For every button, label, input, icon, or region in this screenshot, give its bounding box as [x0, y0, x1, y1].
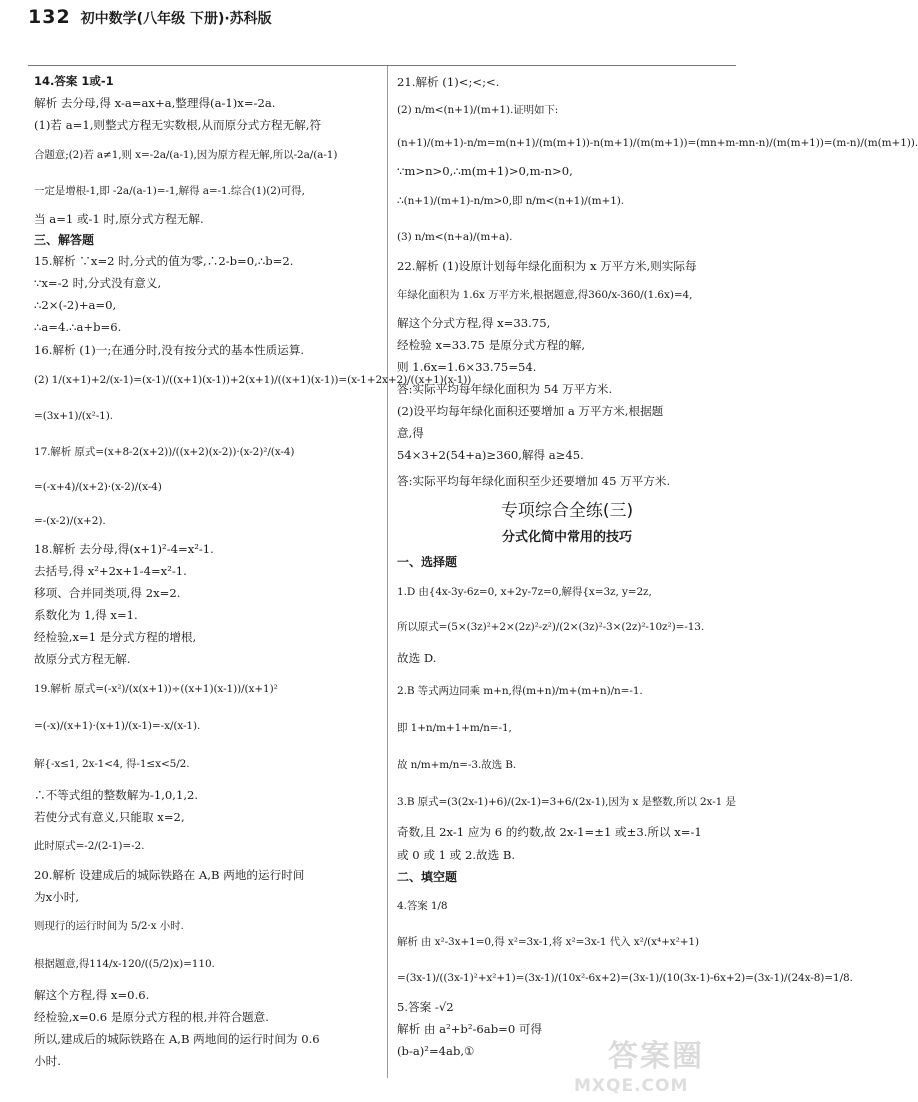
left-line: 16.解析 (1)一;在通分时,没有按分式的基本性质运算. — [34, 343, 305, 357]
left-line: 合题意;(2)若 a≠1,则 x=-2a/(a-1),因为原方程无解,所以-2a/(a-1) — [34, 149, 338, 161]
left-line: =-(x-2)/(x+2). — [34, 515, 106, 527]
right-line: (n+1)/(m+1)-n/m=m(n+1)/(m(m+1))-n(m+1)/(m(m+1))=(mn+m-mn-n)/(m(m+1))=(m-n)/(m(m+1)). — [397, 137, 918, 149]
left-line: 为x小时, — [34, 890, 80, 904]
left-line: 经检验,x=0.6 是原分式方程的根,并符合题意. — [34, 1010, 269, 1024]
right-line: 答:实际平均每年绿化面积为 54 万平方米. — [397, 382, 613, 396]
left-line: 故原分式方程无解. — [34, 652, 131, 666]
right-line: (b-a)²=4ab,① — [397, 1044, 475, 1058]
right-line: =(3x-1)/((3x-1)²+x²+1)=(3x-1)/(10x²-6x+2)=(3x-1)/(10(3x-1)-6x+2)=(3x-1)/(24x-8)=1/8. — [397, 972, 853, 984]
right-line: 即 1+n/m+1+m/n=-1, — [397, 722, 512, 734]
left-line: 则现行的运行时间为 5/2·x 小时. — [34, 920, 184, 932]
header-rule — [28, 65, 736, 66]
watermark-logo — [568, 1039, 738, 1096]
left-line: 所以,建成后的城际铁路在 A,B 两地间的运行时间为 0.6 — [34, 1032, 320, 1046]
left-line: ∴不等式组的整数解为-1,0,1,2. — [34, 788, 199, 802]
column-separator — [387, 66, 388, 1078]
right-line: (2)设平均每年绿化面积还要增加 a 万平方米,根据题 — [397, 404, 664, 418]
watermark-url: MXQE.COM — [574, 1076, 689, 1096]
right-line: 答:实际平均每年绿化面积至少还要增加 45 万平方米. — [397, 474, 671, 488]
right-line: 专项综合全练(三) — [500, 501, 634, 521]
watermark-text: 答案圈 — [608, 1039, 704, 1074]
right-line: 意,得 — [397, 426, 424, 440]
right-column — [397, 70, 918, 1062]
right-line: 奇数,且 2x-1 应为 6 的约数,故 2x-1=±1 或±3.所以 x=-1 — [397, 825, 702, 839]
left-line: =(-x+4)/(x+2)·(x-2)/(x-4) — [34, 481, 162, 493]
left-line: 小时. — [34, 1054, 61, 1068]
left-line: 解析 去分母,得 x-a=ax+a,整理得(a-1)x=-2a. — [34, 96, 276, 110]
right-line: 54×3+2(54+a)≥360,解得 a≥45. — [397, 448, 584, 462]
right-line: 5.答案 -√2 — [397, 1000, 454, 1014]
left-line: 19.解析 原式=(-x²)/(x(x+1))÷((x+1)(x-1))/(x+1)² — [34, 683, 278, 695]
right-line: (2) n/m<(n+1)/(m+1).证明如下: — [397, 104, 559, 116]
left-line: (1)若 a=1,则整式方程无实数根,从而原分式方程无解,符 — [34, 118, 322, 132]
right-line: 21.解析 (1)<;<;<. — [397, 75, 500, 89]
right-line: 22.解析 (1)设原计划每年绿化面积为 x 万平方米,则实际每 — [397, 259, 697, 273]
right-line: 一、选择题 — [397, 555, 458, 569]
right-line: 4.答案 1/8 — [397, 900, 448, 912]
left-line: 解{-x≤1, 2x-1<4, 得-1≤x<5/2. — [34, 758, 190, 770]
book-title: 初中数学(八年级 下册)·苏科版 — [80, 11, 272, 27]
right-line: 解析 由 a²+b²-6ab=0 可得 — [397, 1022, 543, 1036]
left-line: ∴a=4.∴a+b=6. — [34, 320, 122, 334]
right-line: 1.D 由{4x-3y-6z=0, x+2y-7z=0,解得{x=3z, y=2z, — [397, 586, 652, 598]
left-line: 系数化为 1,得 x=1. — [34, 608, 138, 622]
right-line: 则 1.6x=1.6×33.75=54. — [397, 360, 537, 374]
right-line: 3.B 原式=(3(2x-1)+6)/(2x-1)=3+6/(2x-1),因为 x 是整数,所以 2x-1 是 — [397, 796, 736, 808]
left-line: 去括号,得 x²+2x+1-4=x²-1. — [34, 564, 187, 578]
left-line: 14.答案 1或-1 — [34, 74, 114, 88]
right-line: 故选 D. — [397, 651, 437, 665]
left-line: 移项、合并同类项,得 2x=2. — [34, 586, 181, 600]
left-line: =(3x+1)/(x²-1). — [34, 410, 113, 422]
right-line: ∵m>n>0,∴m(m+1)>0,m-n>0, — [397, 164, 573, 178]
left-line: 此时原式=-2/(2-1)=-2. — [34, 840, 145, 852]
left-line: 18.解析 去分母,得(x+1)²-4=x²-1. — [34, 542, 214, 556]
left-line: 解这个方程,得 x=0.6. — [34, 988, 150, 1002]
right-line: ∴(n+1)/(m+1)-n/m>0,即 n/m<(n+1)/(m+1). — [397, 195, 625, 207]
right-line: 年绿化面积为 1.6x 万平方米,根据题意,得360/x-360/(1.6x)=4, — [397, 289, 693, 301]
right-line: 解析 由 x²-3x+1=0,得 x²=3x-1,将 x²=3x-1 代入 x²/(x⁴+x²+1) — [397, 936, 699, 948]
right-line: 解这个分式方程,得 x=33.75, — [397, 316, 551, 330]
left-line: 若使分式有意义,只能取 x=2, — [34, 810, 185, 824]
left-line: ∴2×(-2)+a=0, — [34, 298, 117, 312]
left-line: 17.解析 原式=(x+8-2(x+2))/((x+2)(x-2))·(x-2)²/(x-4) — [34, 446, 295, 458]
left-line: (2) 1/(x+1)+2/(x-1)=(x-1)/((x+1)(x-1))+2(x+1)/((x+1)(x-1))=(x-1+2x+2)/((x+1)(x-1)) — [34, 374, 472, 386]
page-number: 132 — [28, 6, 71, 28]
right-line: 经检验 x=33.75 是原分式方程的解, — [397, 338, 586, 352]
left-line: 三、解答题 — [34, 233, 95, 247]
left-line: 经检验,x=1 是分式方程的增根, — [34, 630, 197, 644]
right-line: 分式化简中常用的技巧 — [501, 530, 632, 545]
left-line: 根据题意,得114/x-120/((5/2)x)=110. — [34, 958, 215, 970]
right-line: 二、填空题 — [397, 870, 458, 884]
left-line: 20.解析 设建成后的城际铁路在 A,B 两地的运行时间 — [34, 868, 305, 882]
left-line: ∵x=-2 时,分式没有意义, — [34, 276, 162, 290]
right-line: 或 0 或 1 或 2.故选 B. — [397, 848, 516, 862]
page-header — [28, 8, 272, 27]
left-line: 当 a=1 或-1 时,原分式方程无解. — [34, 212, 204, 226]
left-line: 一定是增根-1,即 -2a/(a-1)=-1,解得 a=-1.综合(1)(2)可得, — [34, 185, 305, 197]
right-line: 故 n/m+m/n=-3.故选 B. — [397, 759, 517, 771]
left-line: =(-x)/(x+1)·(x+1)/(x-1)=-x/(x-1). — [34, 720, 201, 732]
right-line: (3) n/m<(n+a)/(m+a). — [397, 231, 513, 243]
right-line: 2.B 等式两边同乘 m+n,得(m+n)/m+(m+n)/n=-1. — [397, 685, 643, 697]
left-line: 15.解析 ∵x=2 时,分式的值为零,∴2-b=0,∴b=2. — [34, 254, 294, 268]
right-line: 所以原式=(5×(3z)²+2×(2z)²-z²)/(2×(3z)²-3×(2z)²-10z²)=-13. — [397, 621, 705, 633]
